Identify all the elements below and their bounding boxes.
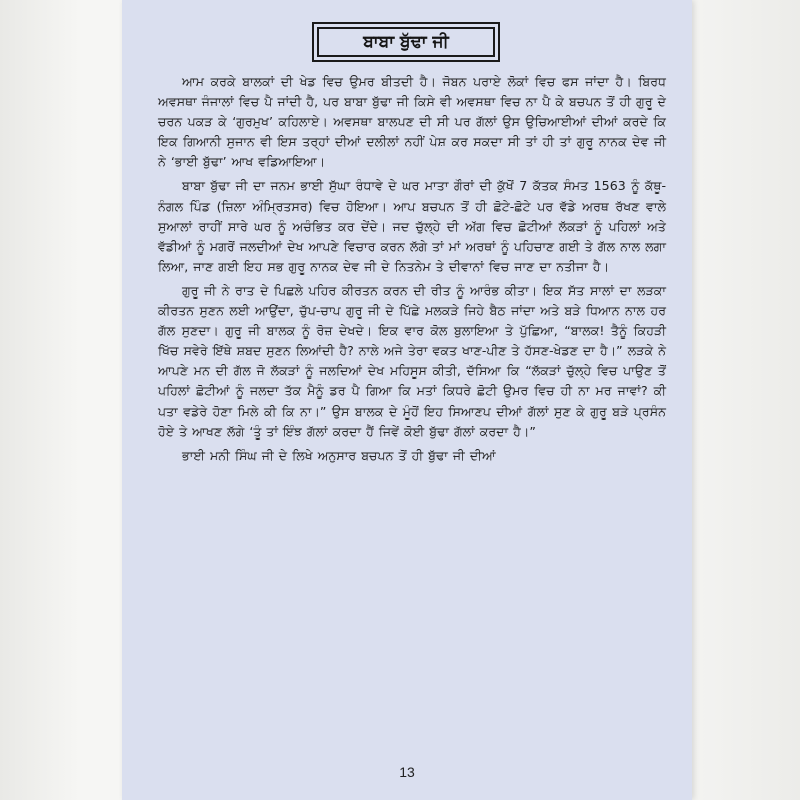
paragraph-3: ਗੁਰੂ ਜੀ ਨੇ ਰਾਤ ਦੇ ਪਿਛਲੇ ਪਹਿਰ ਕੀਰਤਨ ਕਰਨ ਦੀ ਰੀਤ ਨੂੰ ਆਰੰਭ ਕੀਤਾ। ਇਕ ਸੱਤ ਸਾਲਾਂ ਦਾ ਲੜਕਾ ਕੀਰਤਨ ਸੁਣਨ ਲਈ ਆਉਂਦਾ, ਚੁੱਪ-ਚਾਪ ਗੁਰੂ ਜੀ ਦੇ ਪਿੱਛੇ ਮਲਕੜੇ ਜਿਹੇ ਬੈਠ ਜਾਂਦਾ ਅਤੇ ਬੜੇ ਧਿਆਨ ਨਾਲ ਹਰ ਗੱਲ ਸੁਣਦਾ। ਗੁਰੂ ਜੀ ਬਾਲਕ ਨੂੰ ਰੋਜ਼ ਦੇਖਦੇ। ਇਕ ਵਾਰ ਕੋਲ ਬੁਲਾਇਆ ਤੇ ਪੁੱਛਿਆ, “ਬਾਲਕ! ਤੈਨੂੰ ਕਿਹੜੀ ਖਿੱਚ ਸਵੇਰੇ ਇੱਥੇ ਸ਼ਬਦ ਸੁਣਨ ਲਿਆਂਦੀ ਹੈ? ਨਾਲੇ ਅਜੇ ਤੇਰਾ ਵਕਤ ਖਾਣ-ਪੀਣ ਤੇ ਹੱਸਣ-ਖੇਡਣ ਦਾ ਹੈ।” ਲੜਕੇ ਨੇ ਆਪਣੇ ਮਨ ਦੀ ਗੱਲ ਜੋ ਲੱਕੜਾਂ ਨੂੰ ਜਲਦਿਆਂ ਦੇਖ ਮਹਿਸੂਸ ਕੀਤੀ, ਦੱਸਿਆ ਕਿ “ਲੱਕੜਾਂ ਚੁੱਲ੍ਹੇ ਵਿਚ ਪਾਉਣ ਤੋਂ ਪਹਿਲਾਂ ਛੋਟੀਆਂ ਨੂੰ ਜਲਦਾ ਤੱਕ ਮੈਨੂੰ ਡਰ ਪੈ ਗਿਆ ਕਿ ਮਤਾਂ ਕਿਧਰੇ ਛੋਟੀ ਉਮਰ ਵਿਚ ਹੀ ਨਾ ਮਰ ਜਾਵਾਂ? ਕੀ ਪਤਾ ਵਡੇਰੇ ਹੋਣਾ ਮਿਲੇ ਕੀ ਕਿ ਨਾ।” ਉਸ ਬਾਲਕ ਦੇ ਮੂੰਹੋਂ ਇਹ ਸਿਆਣਪ ਦੀਆਂ ਗੱਲਾਂ ਸੁਣ ਕੇ ਗੁਰੂ ਬੜੇ ਪ੍ਰਸੰਨ ਹੋਏ ਤੇ ਆਖਣ ਲੱਗੇ ‘ਤੂੰ ਤਾਂ ਇੰਝ ਗੱਲਾਂ ਕਰਦਾ ਹੈਂ ਜਿਵੇਂ ਕੋਈ ਬੁੱਢਾ ਗੱਲਾਂ ਕਰਦਾ ਹੈ।” [158,282,666,439]
paragraph-1: ਆਮ ਕਰਕੇ ਬਾਲਕਾਂ ਦੀ ਖੇਡ ਵਿਚ ਉਮਰ ਬੀਤਦੀ ਹੈ। ਜੋਬਨ ਪਰਾਏ ਲੋਕਾਂ ਵਿਚ ਫਸ ਜਾਂਦਾ ਹੈ। ਬਿਰਧ ਅਵਸਥਾ ਜੰਜਾਲਾਂ ਵਿਚ ਪੈ ਜਾਂਦੀ ਹੈ, ਪਰ ਬਾਬਾ ਬੁੱਢਾ ਜੀ ਕਿਸੇ ਵੀ ਅਵਸਥਾ ਵਿਚ ਨਾ ਪੈ ਕੇ ਬਚਪਨ ਤੋਂ ਹੀ ਗੁਰੂ ਦੇ ਚਰਨ ਪਕੜ ਕੇ ‘ਗੁਰਮੁਖ’ ਕਹਿਲਾਏ। ਅਵਸਥਾ ਬਾਲਪਣ ਦੀ ਸੀ ਪਰ ਗੱਲਾਂ ਉਸ ਉਚਿਆਈਆਂ ਦੀਆਂ ਕਰਦੇ ਕਿ ਇਕ ਗਿਆਨੀ ਸੁਜਾਨ ਵੀ ਇਸ ਤਰ੍ਹਾਂ ਦੀਆਂ ਦਲੀਲਾਂ ਨਹੀਂ ਪੇਸ਼ ਕਰ ਸਕਦਾ ਸੀ ਤਾਂ ਹੀ ਤਾਂ ਗੁਰੂ ਨਾਨਕ ਦੇਵ ਜੀ ਨੇ ‘ਭਾਈ ਬੁੱਢਾ’ ਆਖ ਵਡਿਆਇਆ। [158,74,666,170]
page-number: 13 [399,764,415,780]
paragraph-4: ਭਾਈ ਮਨੀ ਸਿੰਘ ਜੀ ਦੇ ਲਿਖੇ ਅਨੁਸਾਰ ਬਚਪਨ ਤੋਂ ਹੀ ਬੁੱਢਾ ਜੀ ਦੀਆਂ [182,447,496,463]
title-frame [312,22,500,62]
body-text [158,72,666,470]
page-title: ਬਾਬਾ ਬੁੱਢਾ ਜੀ [317,27,495,57]
book-page [122,0,692,800]
paragraph-2: ਬਾਬਾ ਬੁੱਢਾ ਜੀ ਦਾ ਜਨਮ ਭਾਈ ਸੁੱਘਾ ਰੰਧਾਵੇ ਦੇ ਘਰ ਮਾਤਾ ਗੌਰਾਂ ਦੀ ਕੁੱਖੋਂ 7 ਕੱਤਕ ਸੰਮਤ 1563 ਨੂੰ ਕੱਥੂ-ਨੰਗਲ ਪਿੰਡ (ਜ਼ਿਲਾ ਅੰਮ੍ਰਿਤਸਰ) ਵਿਚ ਹੋਇਆ। ਆਪ ਬਚਪਨ ਤੋਂ ਹੀ ਛੋਟੇ-ਛੋਟੇ ਪਰ ਵੱਡੇ ਅਰਥ ਰੱਖਣ ਵਾਲੇ ਸੁਆਲਾਂ ਰਾਹੀਂ ਸਾਰੇ ਘਰ ਨੂੰ ਅਚੰਭਿਤ ਕਰ ਦੇਂਦੇ। ਜਦ ਚੁੱਲ੍ਹੇ ਦੀ ਅੱਗ ਵਿਚ ਛੋਟੀਆਂ ਲੱਕੜਾਂ ਨੂੰ ਪਹਿਲਾਂ ਅਤੇ ਵੱਡੀਆਂ ਨੂੰ ਮਗਰੋਂ ਜਲਦੀਆਂ ਦੇਖ ਆਪਣੇ ਵਿਚਾਰ ਕਰਨ ਲੱਗੇ ਤਾਂ ਮਾਂ ਅਰਥਾਂ ਨੂੰ ਪਹਿਚਾਣ ਗਈ ਤੇ ਗੱਲ ਨਾਲ ਲਗਾ ਲਿਆ, ਜਾਣ ਗਈ ਇਹ ਸਭ ਗੁਰੂ ਨਾਨਕ ਦੇਵ ਜੀ ਦੇ ਨਿਤਨੇਮ ਤੇ ਦੀਵਾਨਾਂ ਵਿਚ ਜਾਣ ਦਾ ਨਤੀਜਾ ਹੈ। [158,178,666,274]
